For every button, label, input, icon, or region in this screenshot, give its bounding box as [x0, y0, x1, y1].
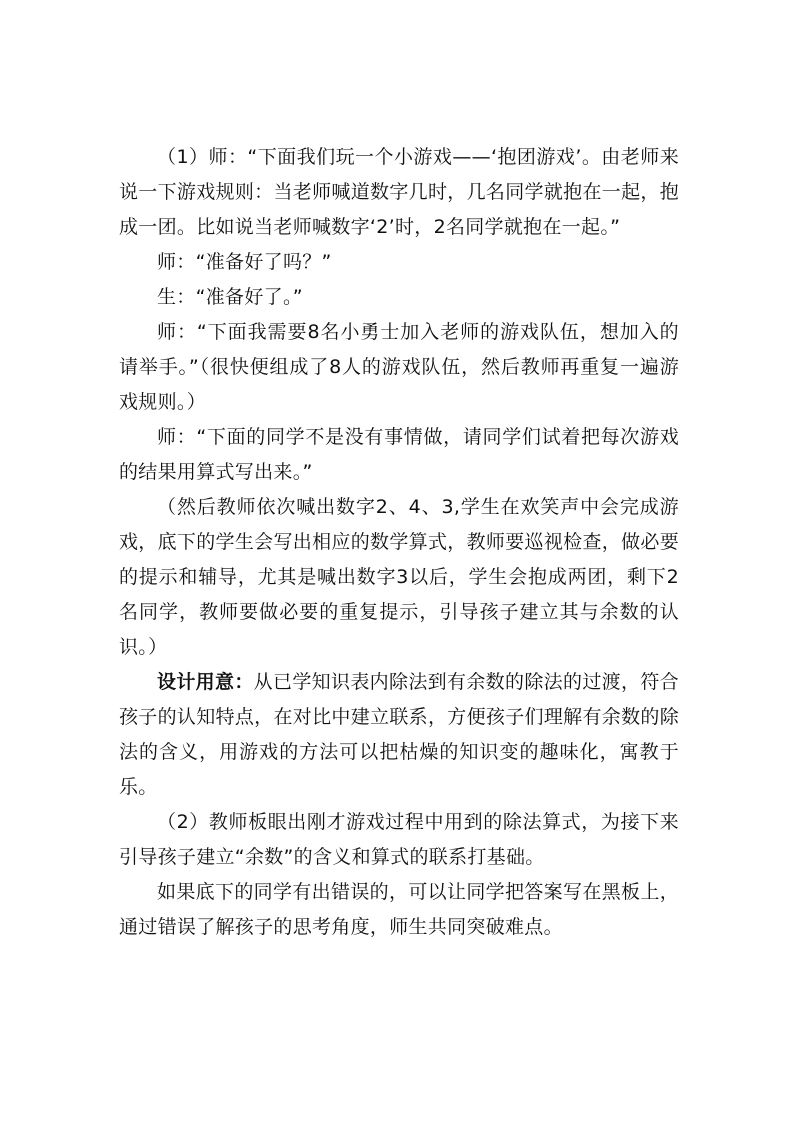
paragraph-errors: 如果底下的同学有出错误的，可以让同学把答案写在黑板上，通过错误了解孩子的思考角度，师生共同突破难点。: [119, 881, 679, 938]
paragraph-design-intent: [119, 665, 679, 805]
paragraph-teacher-ready: 师：“准备好了吗？”: [157, 251, 332, 273]
paragraph-write-formulas: 师：“下面的同学不是没有事情做，请同学们试着把每次游戏的结果用算式写出来。”: [119, 426, 679, 483]
design-intent-text: 从已学知识表内除法到有余数的除法的过渡，符合孩子的认知特点，在对比中建立联系，方便孩子们理解有余数的除法的含义，用游戏的方法可以把枯燥的知识变的趣味化，寓教于乐。: [119, 671, 679, 798]
paragraph-game-process: （然后教师依次喊出数字2、4、3,学生在欢笑声中会完成游戏，底下的学生会写出相应的数学算式，教师要巡视检查，做必要的提示和辅导，尤其是喊出数字3以后，学生会抱成两团，剩下2名同学，教师要做必要的重复提示，引导孩子建立其与余数的认识。）: [119, 496, 679, 658]
paragraph-volunteers: 师：“下面我需要8名小勇士加入老师的游戏队伍，想加入的请举手。”（很快便组成了8人的游戏队伍，然后教师再重复一遍游戏规则。）: [119, 321, 679, 413]
paragraph-board-formulas: （2）教师板眼出刚才游戏过程中用到的除法算式，为接下来引导孩子建立“余数”的含义和算式的联系打基础。: [119, 811, 679, 868]
paragraph-game-intro: （1）师：“下面我们玩一个小游戏——‘抱团游戏’。由老师来说一下游戏规则：当老师喊道数字几时，几名同学就抱在一起，抱成一团。比如说当老师喊数字‘2’时，2名同学就抱在一起。”: [119, 146, 679, 238]
paragraph-student-ready: 生：“准备好了。”: [157, 286, 303, 308]
document-body: [119, 140, 679, 945]
design-intent-label: 设计用意：: [157, 671, 254, 693]
